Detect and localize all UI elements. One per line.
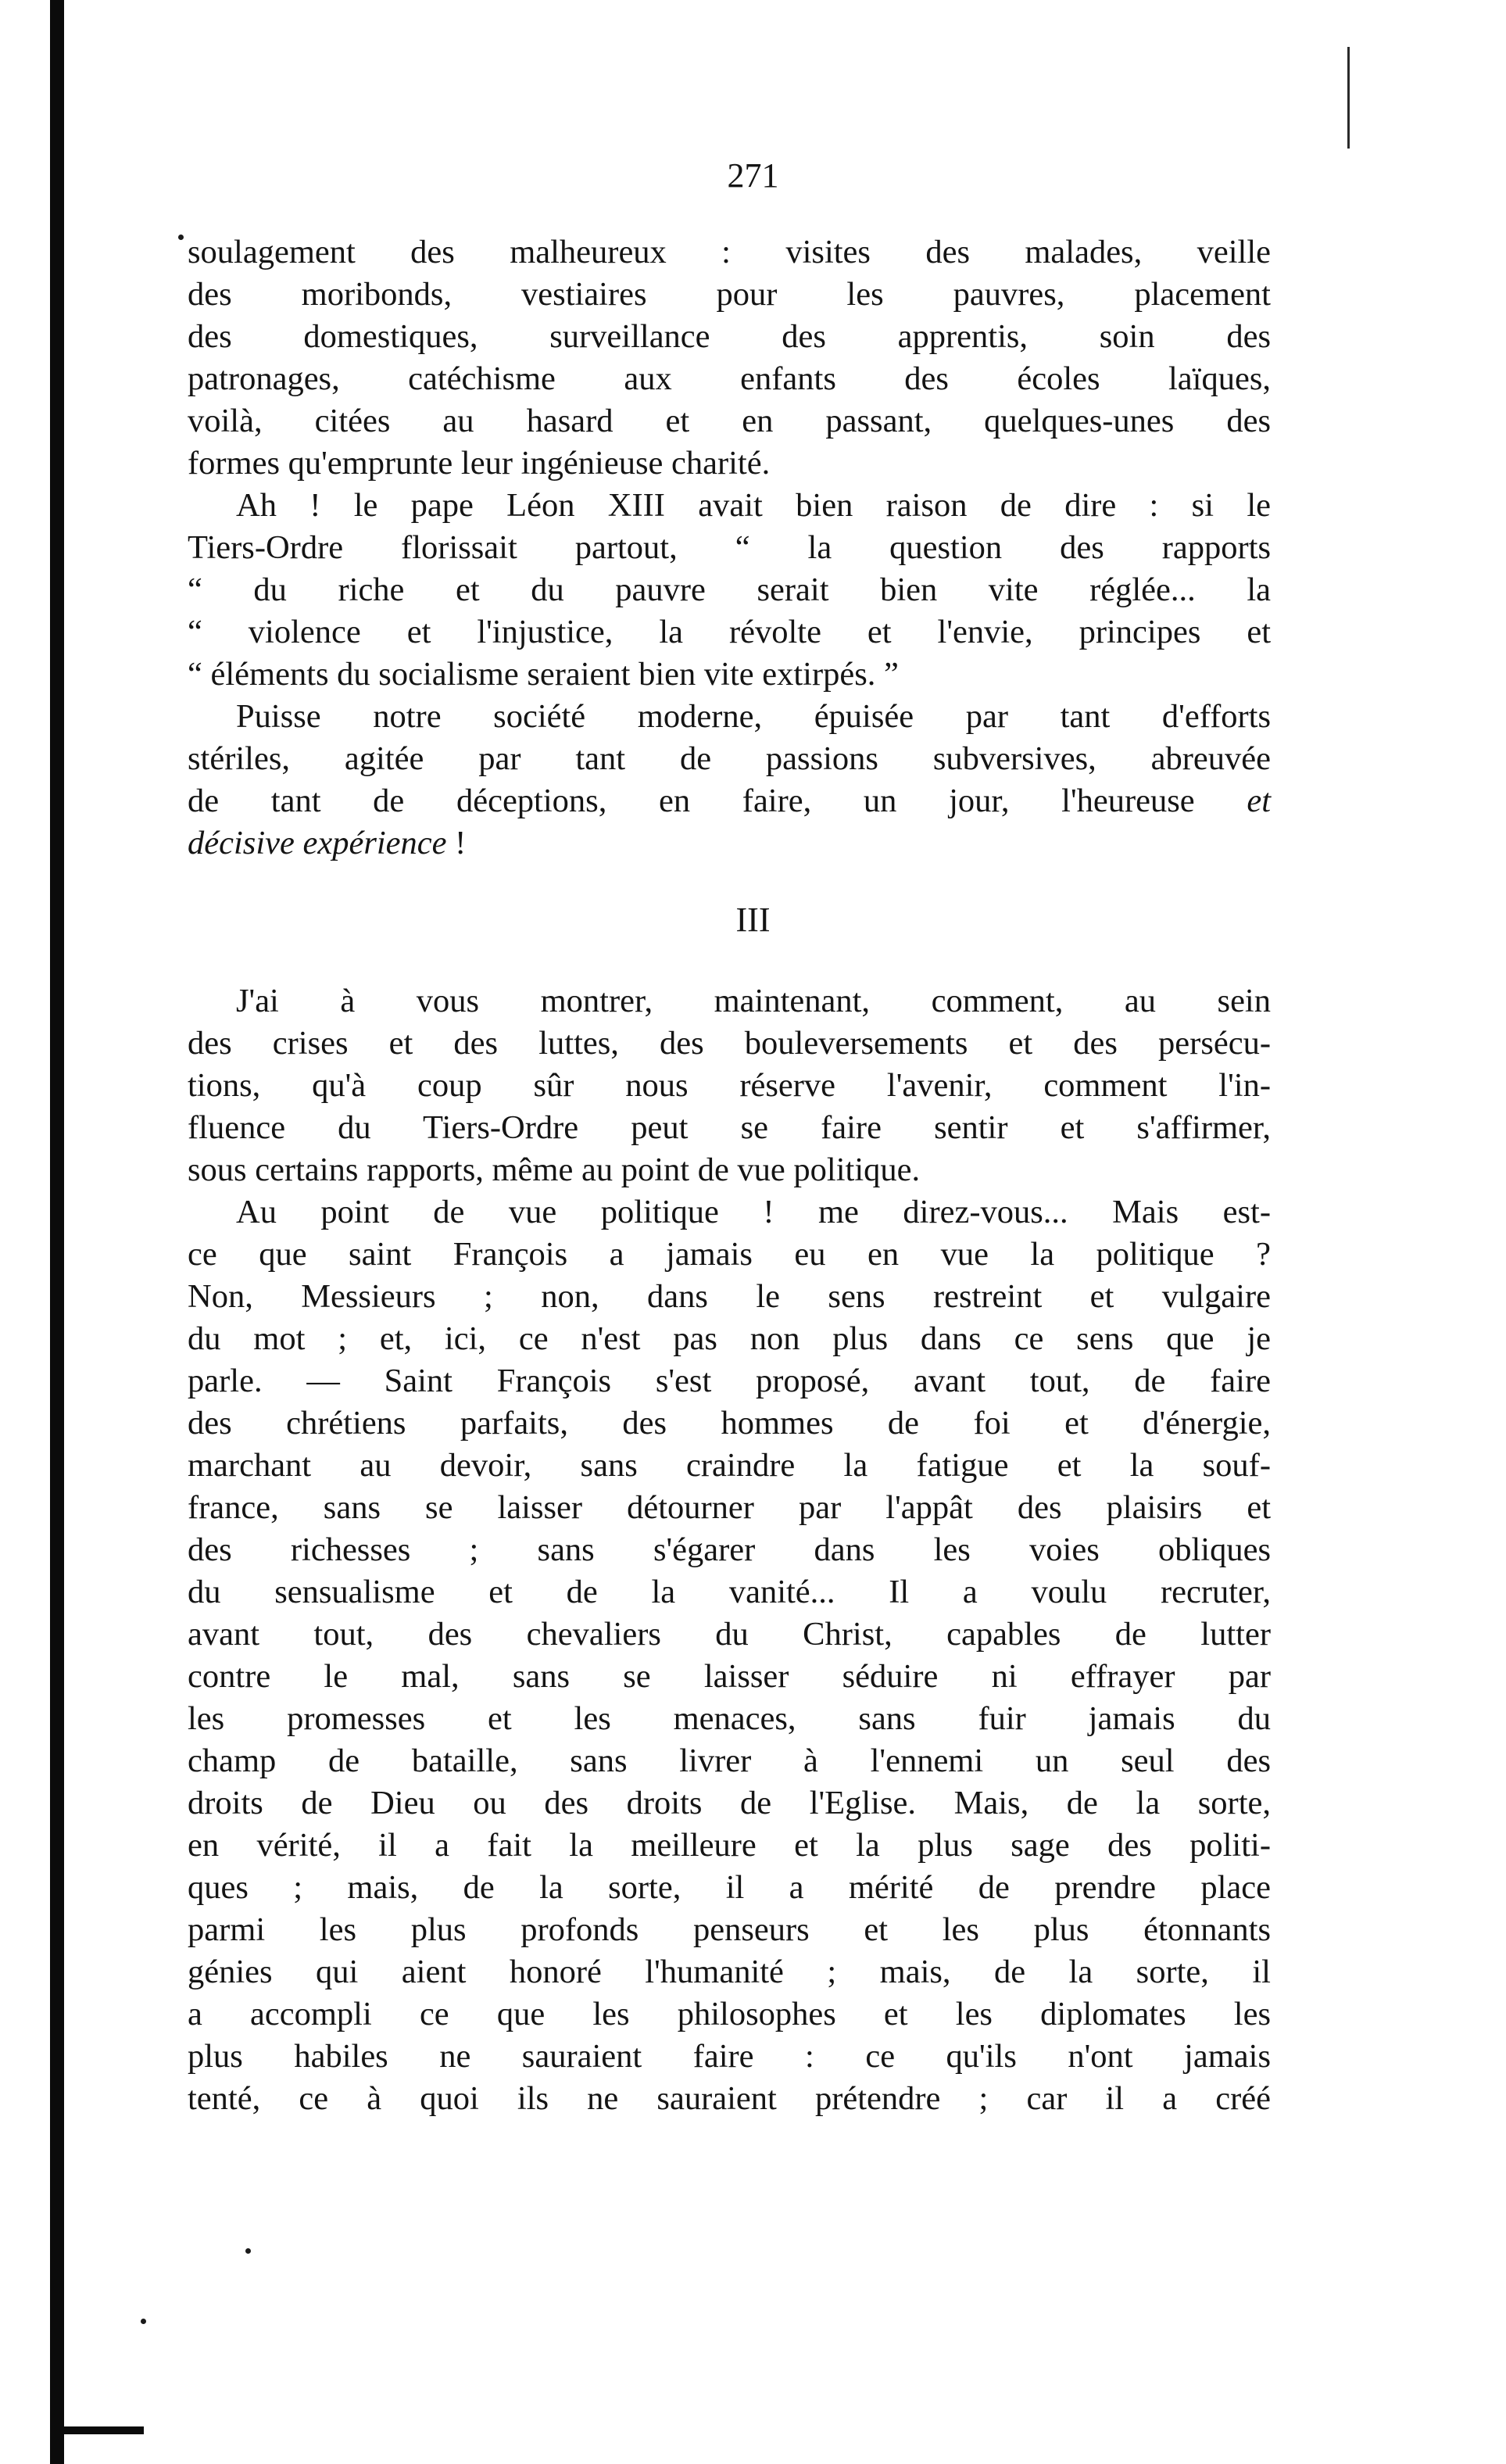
text-run: de tant de déceptions, en faire, un jour, l'heureuse <box>188 783 1195 819</box>
text-line: a accompli ce que les philosophes et les diplomates les <box>188 1996 1271 2032</box>
text-line: ques ; mais, de la sorte, il a mérité de prendre place <box>188 1869 1271 1906</box>
text-line: des richesses ; sans s'égarer dans les voies obliques <box>188 1531 1271 1568</box>
text-line-with-italic <box>188 822 1271 865</box>
text-line: Tiers-Ordre florissait partout, “ la question des rapports <box>188 529 1271 566</box>
text-run: ! <box>446 825 467 861</box>
text-block-upper <box>188 231 1271 865</box>
text-line: stériles, agitée par tant de passions subversives, abreuvée <box>188 740 1271 777</box>
text-line: marchant au devoir, sans craindre la fatigue et la souf- <box>188 1447 1271 1484</box>
text-line: Ah ! le pape Léon XIII avait bien raison de dire : si le <box>236 487 1271 524</box>
text-line: parle. — Saint François s'est proposé, avant tout, de faire <box>188 1363 1271 1399</box>
text-line: du sensualisme et de la vanité... Il a voulu recruter, <box>188 1574 1271 1610</box>
text-line: les promesses et les menaces, sans fuir jamais du <box>188 1700 1271 1737</box>
text-line: des domestiques, surveillance des apprentis, soin des <box>188 318 1271 355</box>
page-number: 271 <box>727 156 779 195</box>
text-line: parmi les plus profonds penseurs et les plus étonnants <box>188 1911 1271 1948</box>
text-line: J'ai à vous montrer, maintenant, comment, au sein <box>236 983 1271 1019</box>
text-line: tenté, ce à quoi ils ne sauraient prétendre ; car il a créé <box>188 2080 1271 2117</box>
text-line: en vérité, il a fait la meilleure et la plus sage des politi- <box>188 1827 1271 1864</box>
text-line: “ éléments du socialisme seraient bien vite extirpés. ” <box>188 656 899 693</box>
text-line: fluence du Tiers-Ordre peut se faire sentir et s'affirmer, <box>188 1109 1271 1146</box>
margin-mark <box>1347 47 1350 149</box>
text-line: patronages, catéchisme aux enfants des écoles laïques, <box>188 360 1271 397</box>
text-line: des crises et des luttes, des bouleversements et des persécu- <box>188 1025 1271 1062</box>
text-line: Puisse notre société moderne, épuisée par tant d'efforts <box>236 698 1271 735</box>
text-line: ce que saint François a jamais eu en vue la politique ? <box>188 1236 1271 1273</box>
binding-edge <box>50 0 64 2464</box>
text-line-with-italic <box>188 780 1271 822</box>
text-line: “ du riche et du pauvre serait bien vite réglée... la <box>188 571 1271 608</box>
text-line: des chrétiens parfaits, des hommes de foi et d'énergie, <box>188 1405 1271 1442</box>
section-heading: III <box>735 901 771 939</box>
ink-speck <box>178 235 184 240</box>
text-line: contre le mal, sans se laisser séduire ni effrayer par <box>188 1658 1271 1695</box>
text-line: avant tout, des chevaliers du Christ, capables de lutter <box>188 1616 1271 1653</box>
text-line: champ de bataille, sans livrer à l'ennemi un seul des <box>188 1742 1271 1779</box>
italic-phrase: décisive expérience <box>188 825 447 861</box>
text-line: du mot ; et, ici, ce n'est pas non plus dans ce sens que je <box>188 1320 1271 1357</box>
text-line: droits de Dieu ou des droits de l'Eglise. Mais, de la sorte, <box>188 1785 1271 1821</box>
italic-word: et <box>1247 783 1271 819</box>
text-line: plus habiles ne sauraient faire : ce qu'ils n'ont jamais <box>188 2038 1271 2075</box>
ink-speck <box>141 2319 146 2324</box>
text-line: france, sans se laisser détourner par l'appât des plaisirs et <box>188 1489 1271 1526</box>
text-line: voilà, citées au hasard et en passant, quelques-unes des <box>188 403 1271 439</box>
ink-speck <box>245 2248 251 2254</box>
text-line: tions, qu'à coup sûr nous réserve l'avenir, comment l'in- <box>188 1067 1271 1104</box>
text-line: génies qui aient honoré l'humanité ; mais, de la sorte, il <box>188 1954 1271 1990</box>
binding-edge-foot <box>50 2426 144 2434</box>
text-line: des moribonds, vestiaires pour les pauvres, placement <box>188 276 1271 313</box>
text-line: sous certains rapports, même au point de vue politique. <box>188 1151 921 1188</box>
text-line: soulagement des malheureux : visites des malades, veille <box>188 234 1271 270</box>
text-line: Non, Messieurs ; non, dans le sens restreint et vulgaire <box>188 1278 1271 1315</box>
text-line: formes qu'emprunte leur ingénieuse charité. <box>188 445 771 482</box>
text-line: Au point de vue politique ! me direz-vous... Mais est- <box>236 1194 1271 1230</box>
text-line: “ violence et l'injustice, la révolte et l'envie, principes et <box>188 614 1271 650</box>
text-block-lower <box>188 980 1271 2120</box>
